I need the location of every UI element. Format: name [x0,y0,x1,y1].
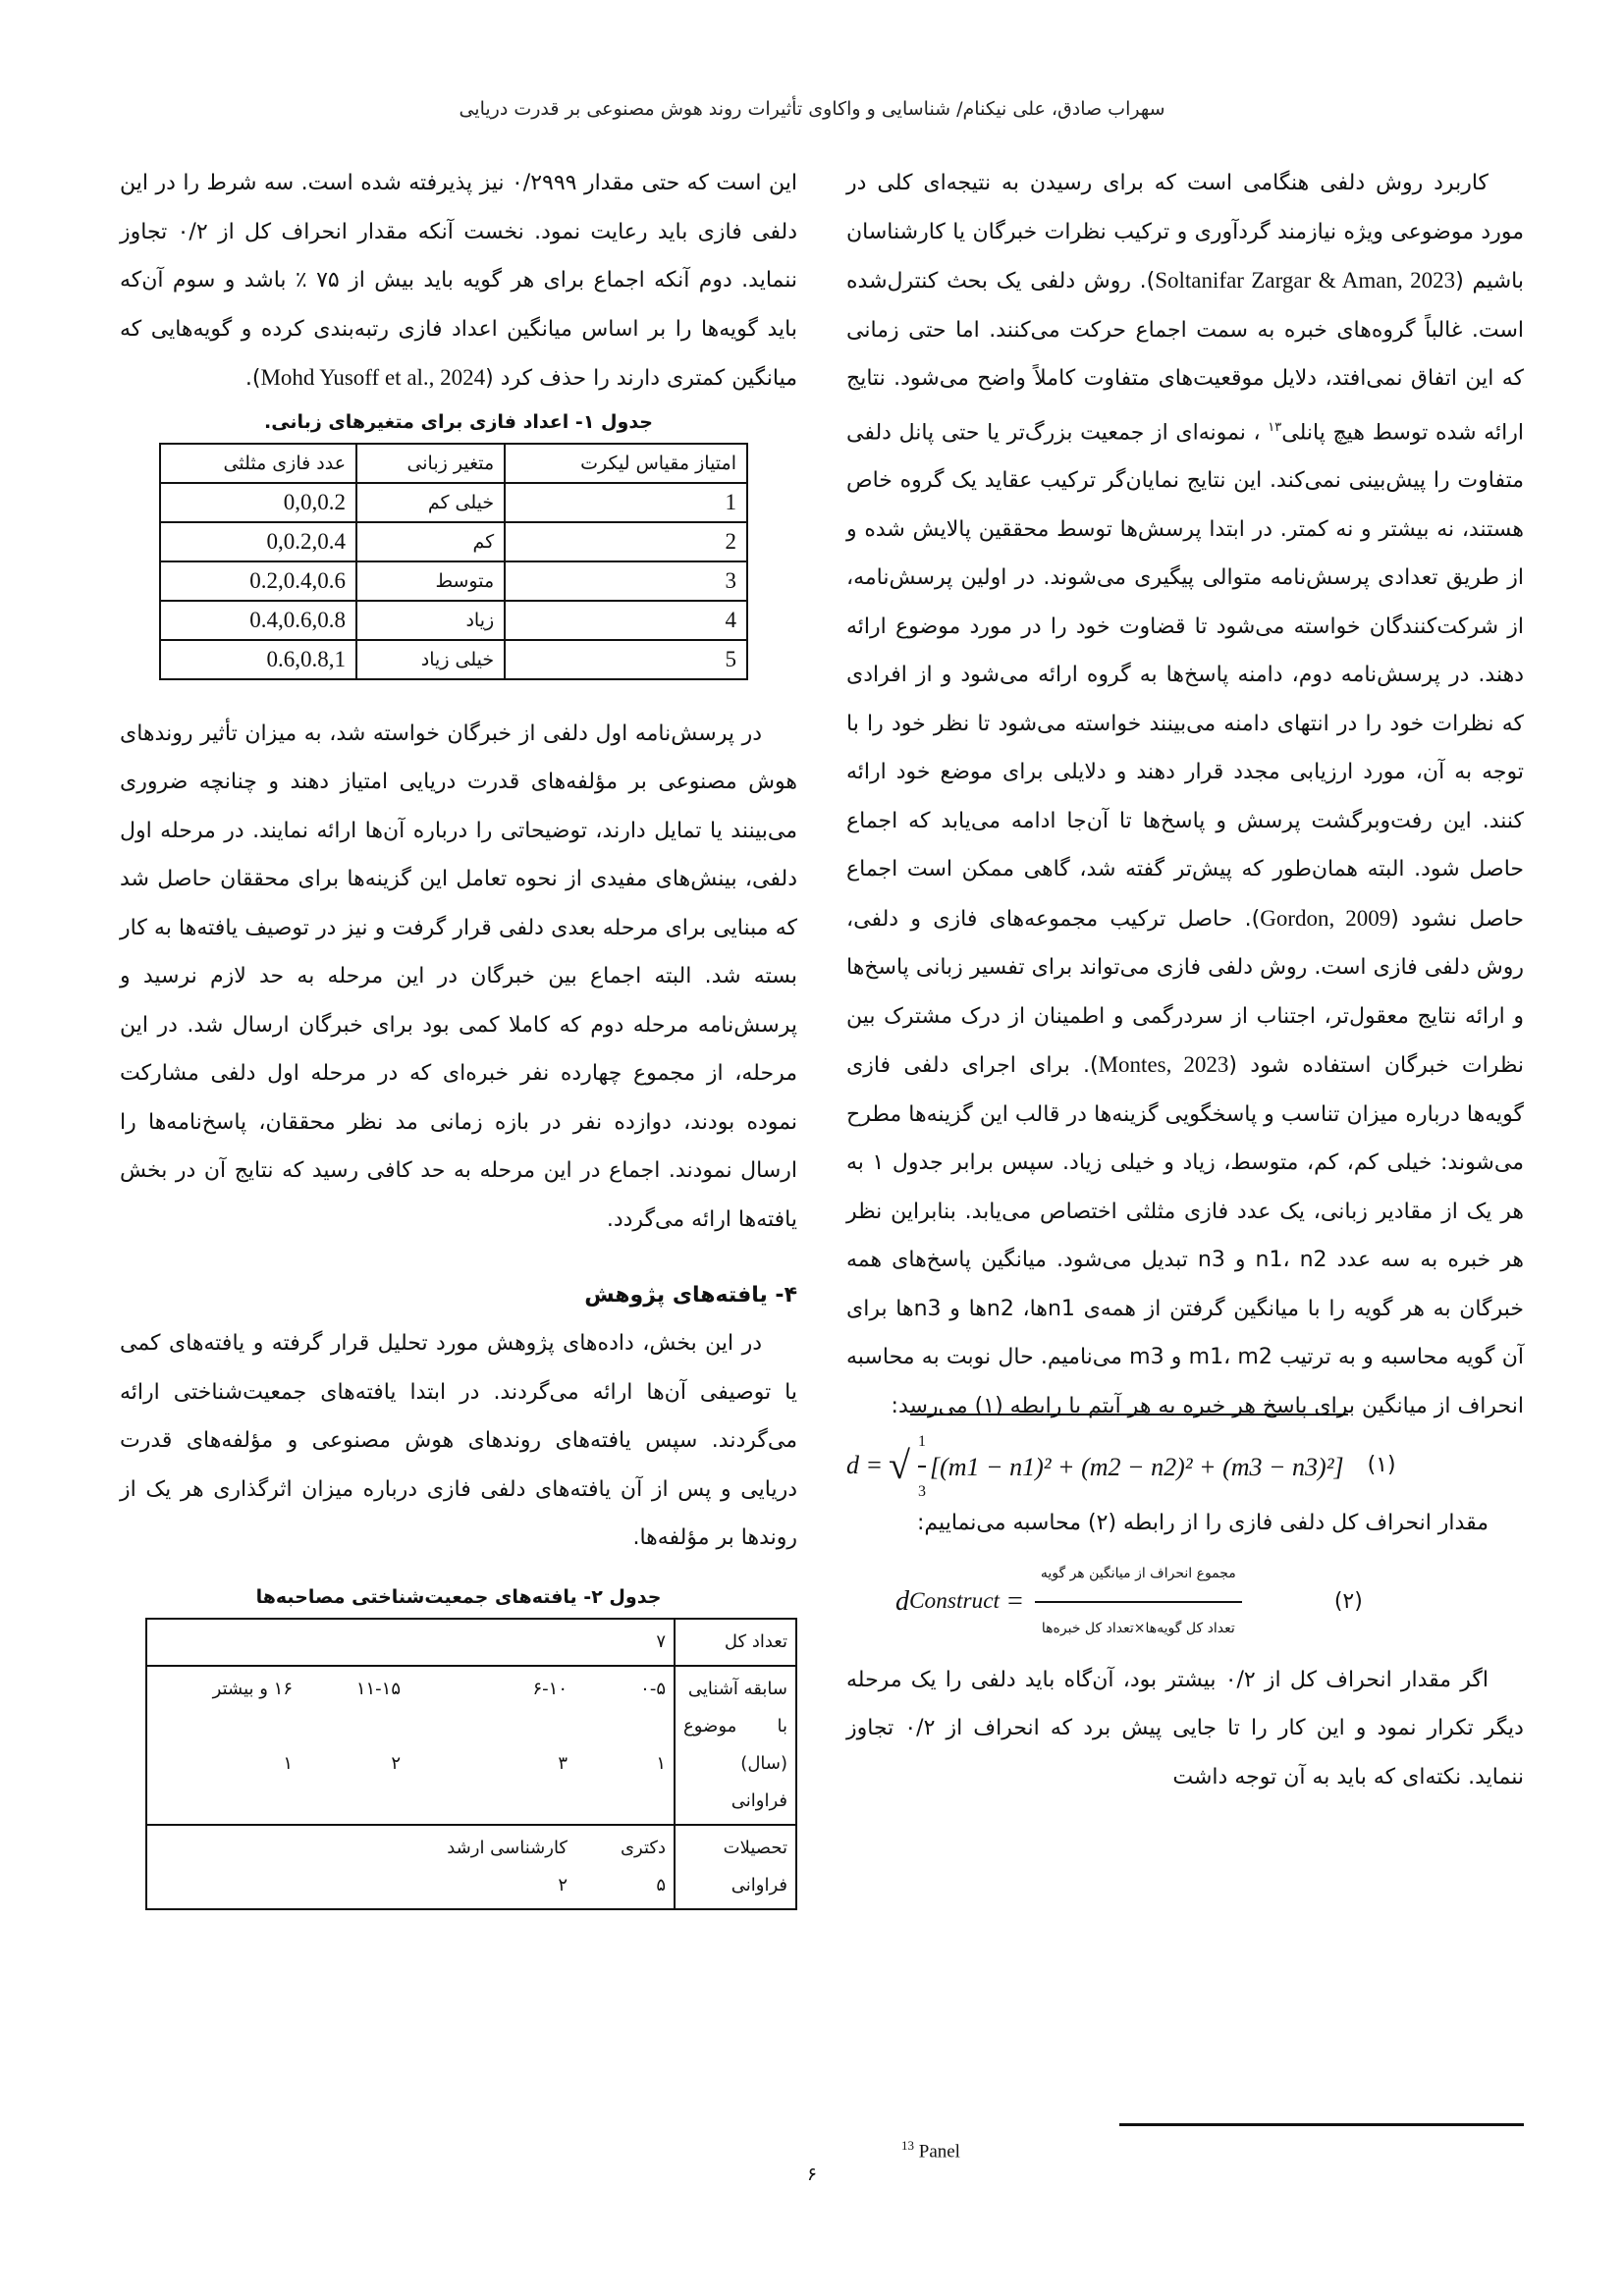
table-row: 1 خیلی کم 0,0,0.2 [160,483,747,522]
experience-frequencies: ۱ ۳ ۲ ۱ [283,1752,666,1774]
right-column [846,159,1524,1801]
table-row: 2 کم 0,0.2,0.4 [160,522,747,561]
deviation-paragraph: مقدار انحراف کل دلفی فازی را از رابطه (۲) محاسبه می‌نماییم: [917,1511,1489,1536]
running-header: سهراب صادق، علی نیکنام/ شناسایی و واکاوی تأثیرات روند هوش مصنوعی بر قدرت دریایی [459,98,1165,120]
equation-1: d = √ $\frac{1}{3}$ [(m1 − n1)² + (m2 − n2)² + (m3 − n3)²] (۱) [846,1430,1524,1499]
citation-gordon: Gordon, 2009 [1260,905,1391,931]
table-row: 3 متوسط 0.2,0.4,0.6 [160,561,747,601]
delphi-method-paragraph: کاربرد روش دلفی هنگامی است که برای رسیدن به نتیجه‌ای کلی در مورد موضوعی ویژه نیازمند گردآوری و ترکیب نظرات خبرگان یا کارشناسان باشیم (Soltanifar Zargar & Aman, 2023). روش دلفی یک بحث کنترل‌شده است. غالباً گروه‌های خبره به سمت اجماع حرکت می‌کنند. اما حتی زمانی که این اتفاق نمی‌افتد، دلایل موقعیت‌های متفاوت کاملاً واضح می‌شود. نتایج ارائه شده توسط هیچ پانلی$^{۱۳}$ ، نمونه‌ای از جمعیت بزرگ‌تر یا حتی پانل دلفی متفاوت را پیش‌بینی نمی‌کند. این نتایج نمایان‌گر ترکیب عقاید یک گروه خاص هستند، نه بیشتر و نه کمتر. در ابتدا پرسش‌ها توسط محققین پالایش شده و از طریق تعدادی پرسش‌نامه متوالی پیگیری می‌شوند. در اولین پرسش‌نامه، از شرکت‌کنندگان خواسته می‌شود تا قضاوت خود را در مورد موضوع ارائه دهند. در پرسش‌نامه دوم، دامنه پاسخ‌ها به گروه ارائه می‌شود و از افرادی که نظرات خود را در انتهای دامنه می‌بینند خواسته می‌شود تا نظر خود را با توجه به آن، مورد ارزیابی مجدد قرار دهند و دلایلی برای موضع خود ارائه کنند. این رفت‌وبرگشت پرسش و پاسخ‌ها تا آن‌جا ادامه می‌یابد که اجماع حاصل شود. البته همان‌طور که پیش‌تر گفته شد، گاهی ممکن است اجماع حاصل نشود (Gordon, 2009). حاصل ترکیب مجموعه‌های فازی و دلفی، روش دلفی فازی است. روش دلفی فازی می‌تواند برای تفسیر زبانی پاسخ‌ها و ارائه نتایج معقول‌تر، اجتناب از سردرگمی و اطمینان از درک مشترک بین نظرات خبرگان استفاده شود (Montes, 2023). برای اجرای دلفی فازی گویه‌ها درباره میزان تناسب و پاسخگویی گزینه‌ها در قالب این گزینه‌ها مطرح می‌شوند: خیلی کم، کم، متوسط، زیاد و خیلی زیاد. سپس برابر جدول ۱ به هر یک از مقادیر زبانی، یک عدد فازی مثلثی اختصاص می‌یابد. بنابراین نظر هر خبره به سه عدد n1، n2 و n3 تبدیل می‌شود. میانگین پاسخ‌های همه خبرگان به هر گویه را با میانگین گرفتن از همه‌ی n1ها، n2ها و n3ها برای آن گویه محاسبه و به ترتیب m1، m2 و m3 می‌نامیم. حال نوبت به محاسبه انحراف از میانگین برای پاسخ هر خبره به هر آیتم با رابطه (۱) می‌رسد: [846,171,1525,1418]
education-categories: دکتری کارشناسی ارشد [447,1837,666,1858]
conditions-paragraph: این است که حتی مقدار ۰/۲۹۹۹ نیز پذیرفته شده است. سه شرط را در این دلفی فازی باید رعایت نمود. نخست آنکه مقدار انحراف کل از ۰/۲ تجاوز ننماید. دوم آنکه اجماع برای هر گویه باید بیش از ۷۵ ٪ باشد و سوم آن‌که باید گویه‌ها را بر اساس میانگین اعداد فازی رتبه‌بندی کرده و گویه‌هایی که میانگین کمتری دارند را حذف کرد (Mohd Yusoff et al., 2024). [120,171,797,391]
table-1-caption: جدول ۱- اعداد فازی برای متغیرهای زبانی. [263,410,654,433]
table-2-caption: جدول ۲- یافته‌های جمعیت‌شناختی مصاحبه‌ها [255,1585,662,1608]
equation-2: d Construct = $\frac{\text{مجموع انحراف از میانگین هر گویه}}{\text{تعداد کل گویه‌ها×تعداد کل خبره‌ها}}$ (۲) [846,1548,1524,1656]
footnote-reference: ۱۳ [1268,419,1282,435]
table-header-row: امتیاز مقیاس لیکرت متغیر زبانی عدد فازی مثلثی [160,444,747,483]
education-frequencies: ۵ ۲ [558,1874,666,1896]
fuzzy-numbers-table [159,443,748,680]
table-row: تعداد کل ۷ [146,1619,796,1666]
citation-soltanifar: Soltanifar Zargar & Aman, 2023 [1155,268,1456,293]
square-root: √ $\frac{1}{3}$ [(m1 − n1)² + (m2 − n2)² + (m3 − n3)²] [889,1414,1348,1517]
equation-number: (۲) [1333,1589,1363,1615]
table-row: 5 خیلی زیاد 0.6,0.8,1 [160,640,747,679]
table-row: 4 زیاد 0.4,0.6,0.8 [160,601,747,640]
equation-number: (۱) [1367,1452,1396,1477]
footnote-divider [1119,2123,1524,2126]
citation-montes: Montes, 2023 [1098,1052,1229,1078]
section-heading-findings: ۴- یافته‌های پژوهش [584,1283,797,1308]
fraction: $\frac{\text{مجموع انحراف از میانگین هر گویه}}{\text{تعداد کل گویه‌ها×تعداد کل خبره‌ها}}$ [1035,1548,1242,1655]
radical-sign-icon: √ [889,1442,910,1487]
left-column [120,159,797,1910]
demographics-table [145,1618,797,1910]
experience-categories: ۰-۵ ۶-۱۰ ۱۱-۱۵ ۱۶ و بیشتر [212,1678,666,1699]
fraction: $\frac{1}{3}$ [918,1432,926,1501]
footnote: $^{13}$ Panel [901,2138,960,2163]
threshold-paragraph: اگر مقدار انحراف کل از ۰/۲ بیشتر بود، آن‌گاه باید دلفی را یک مرحله دیگر تکرار نمود و این کار را تا جایی پیش برد که انحراف از ۰/۲ تجاوز ننماید. نکته‌ای که باید به آن توجه داشت [846,1667,1524,1789]
first-questionnaire-paragraph: در پرسش‌نامه اول دلفی از خبرگان خواسته شد، به میزان تأثیر روندهای هوش مصنوعی بر مؤلفه‌های قدرت دریایی امتیاز دهند و چنانچه ضروری می‌بینند یا تمایل دارند، توضیحاتی را درباره آن‌ها ارائه نمایند. در مرحله اول دلفی، بینش‌های مفیدی از نحوه تعامل این گزینه‌ها برای محققان حاصل شد که مبنایی برای مرحله بعدی دلفی قرار گرفت و نیز در توصیف یافته‌ها به کار بسته شد. البته اجماع بین خبرگان در این مرحله به حد لازم نرسید و پرسش‌نامه مرحله دوم که کاملا کمی بود برای خبرگان ارسال شد. در این مرحله، از مجموع چهارده نفر خبره‌ای که در مرحله اول دلفی مشارکت نموده بودند، دوازده نفر در بازه زمانی مد نظر محققان، پاسخ‌نامه‌ها را ارسال نمودند. اجماع در این مرحله به حد کافی رسید که نتایج آن در بخش یافته‌ها ارائه می‌گردد. [120,721,797,1232]
citation-yusoff: Mohd Yusoff et al., 2024 [260,365,486,390]
table-row: سابقه آشنایی با موضوع (سال) فراوانی ۰-۵ ۶-۱۰ ۱۱-۱۵ ۱۶ و بیشتر ۱ ۳ ۲ ۱ [146,1666,796,1825]
table-row: تحصیلات فراوانی دکتری کارشناسی ارشد ۵ ۲ [146,1825,796,1909]
findings-intro-paragraph: در این بخش، داده‌های پژوهش مورد تحلیل قرار گرفته و یافته‌های کمی یا توصیفی آن‌ها ارائه می‌گردند. در ابتدا یافته‌های جمعیت‌شناختی ارائه می‌گردند. سپس یافته‌های روندهای هوش مصنوعی و مؤلفه‌های قدرت دریایی و پس از آن یافته‌های دلفی فازی درباره میزان اثرگذاری هر یک از روندها بر مؤلفه‌ها. [120,1331,797,1550]
page-number: ۶ [806,2163,818,2185]
